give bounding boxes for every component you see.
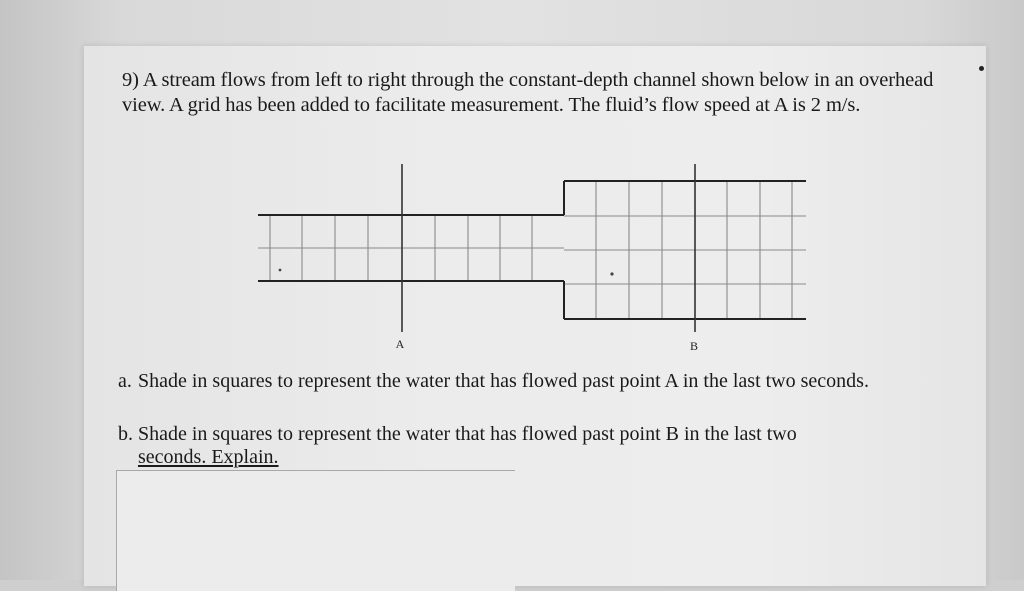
narrow-grid bbox=[258, 216, 564, 280]
part-b-underlined-text: seconds. Explain. bbox=[138, 446, 279, 468]
part-b-text: Shade in squares to represent the water that has flowed past point B in the last two bbox=[138, 423, 797, 445]
question-body: A stream flows from left to right through the constant-depth channel shown below in an overhead view. A grid has been added to facilitate measurement. The fluid’s flow speed at A is 2 m/s. bbox=[122, 69, 934, 116]
label-b: B bbox=[689, 339, 699, 353]
part-b bbox=[118, 423, 878, 469]
ink-dot bbox=[979, 66, 984, 71]
stray-dot bbox=[610, 272, 613, 275]
question-number: 9) bbox=[122, 69, 139, 91]
part-b-label: b. bbox=[118, 423, 133, 445]
part-a-text: Shade in squares to represent the water that has flowed past point A in the last two seconds. bbox=[138, 370, 869, 392]
stray-dot bbox=[279, 269, 282, 272]
part-a bbox=[118, 370, 878, 393]
wide-grid bbox=[564, 182, 806, 318]
answer-box[interactable] bbox=[116, 470, 515, 591]
channel-diagram bbox=[240, 158, 820, 358]
part-a-label: a. bbox=[118, 370, 132, 392]
question-text bbox=[122, 68, 952, 118]
label-a: A bbox=[395, 337, 405, 351]
